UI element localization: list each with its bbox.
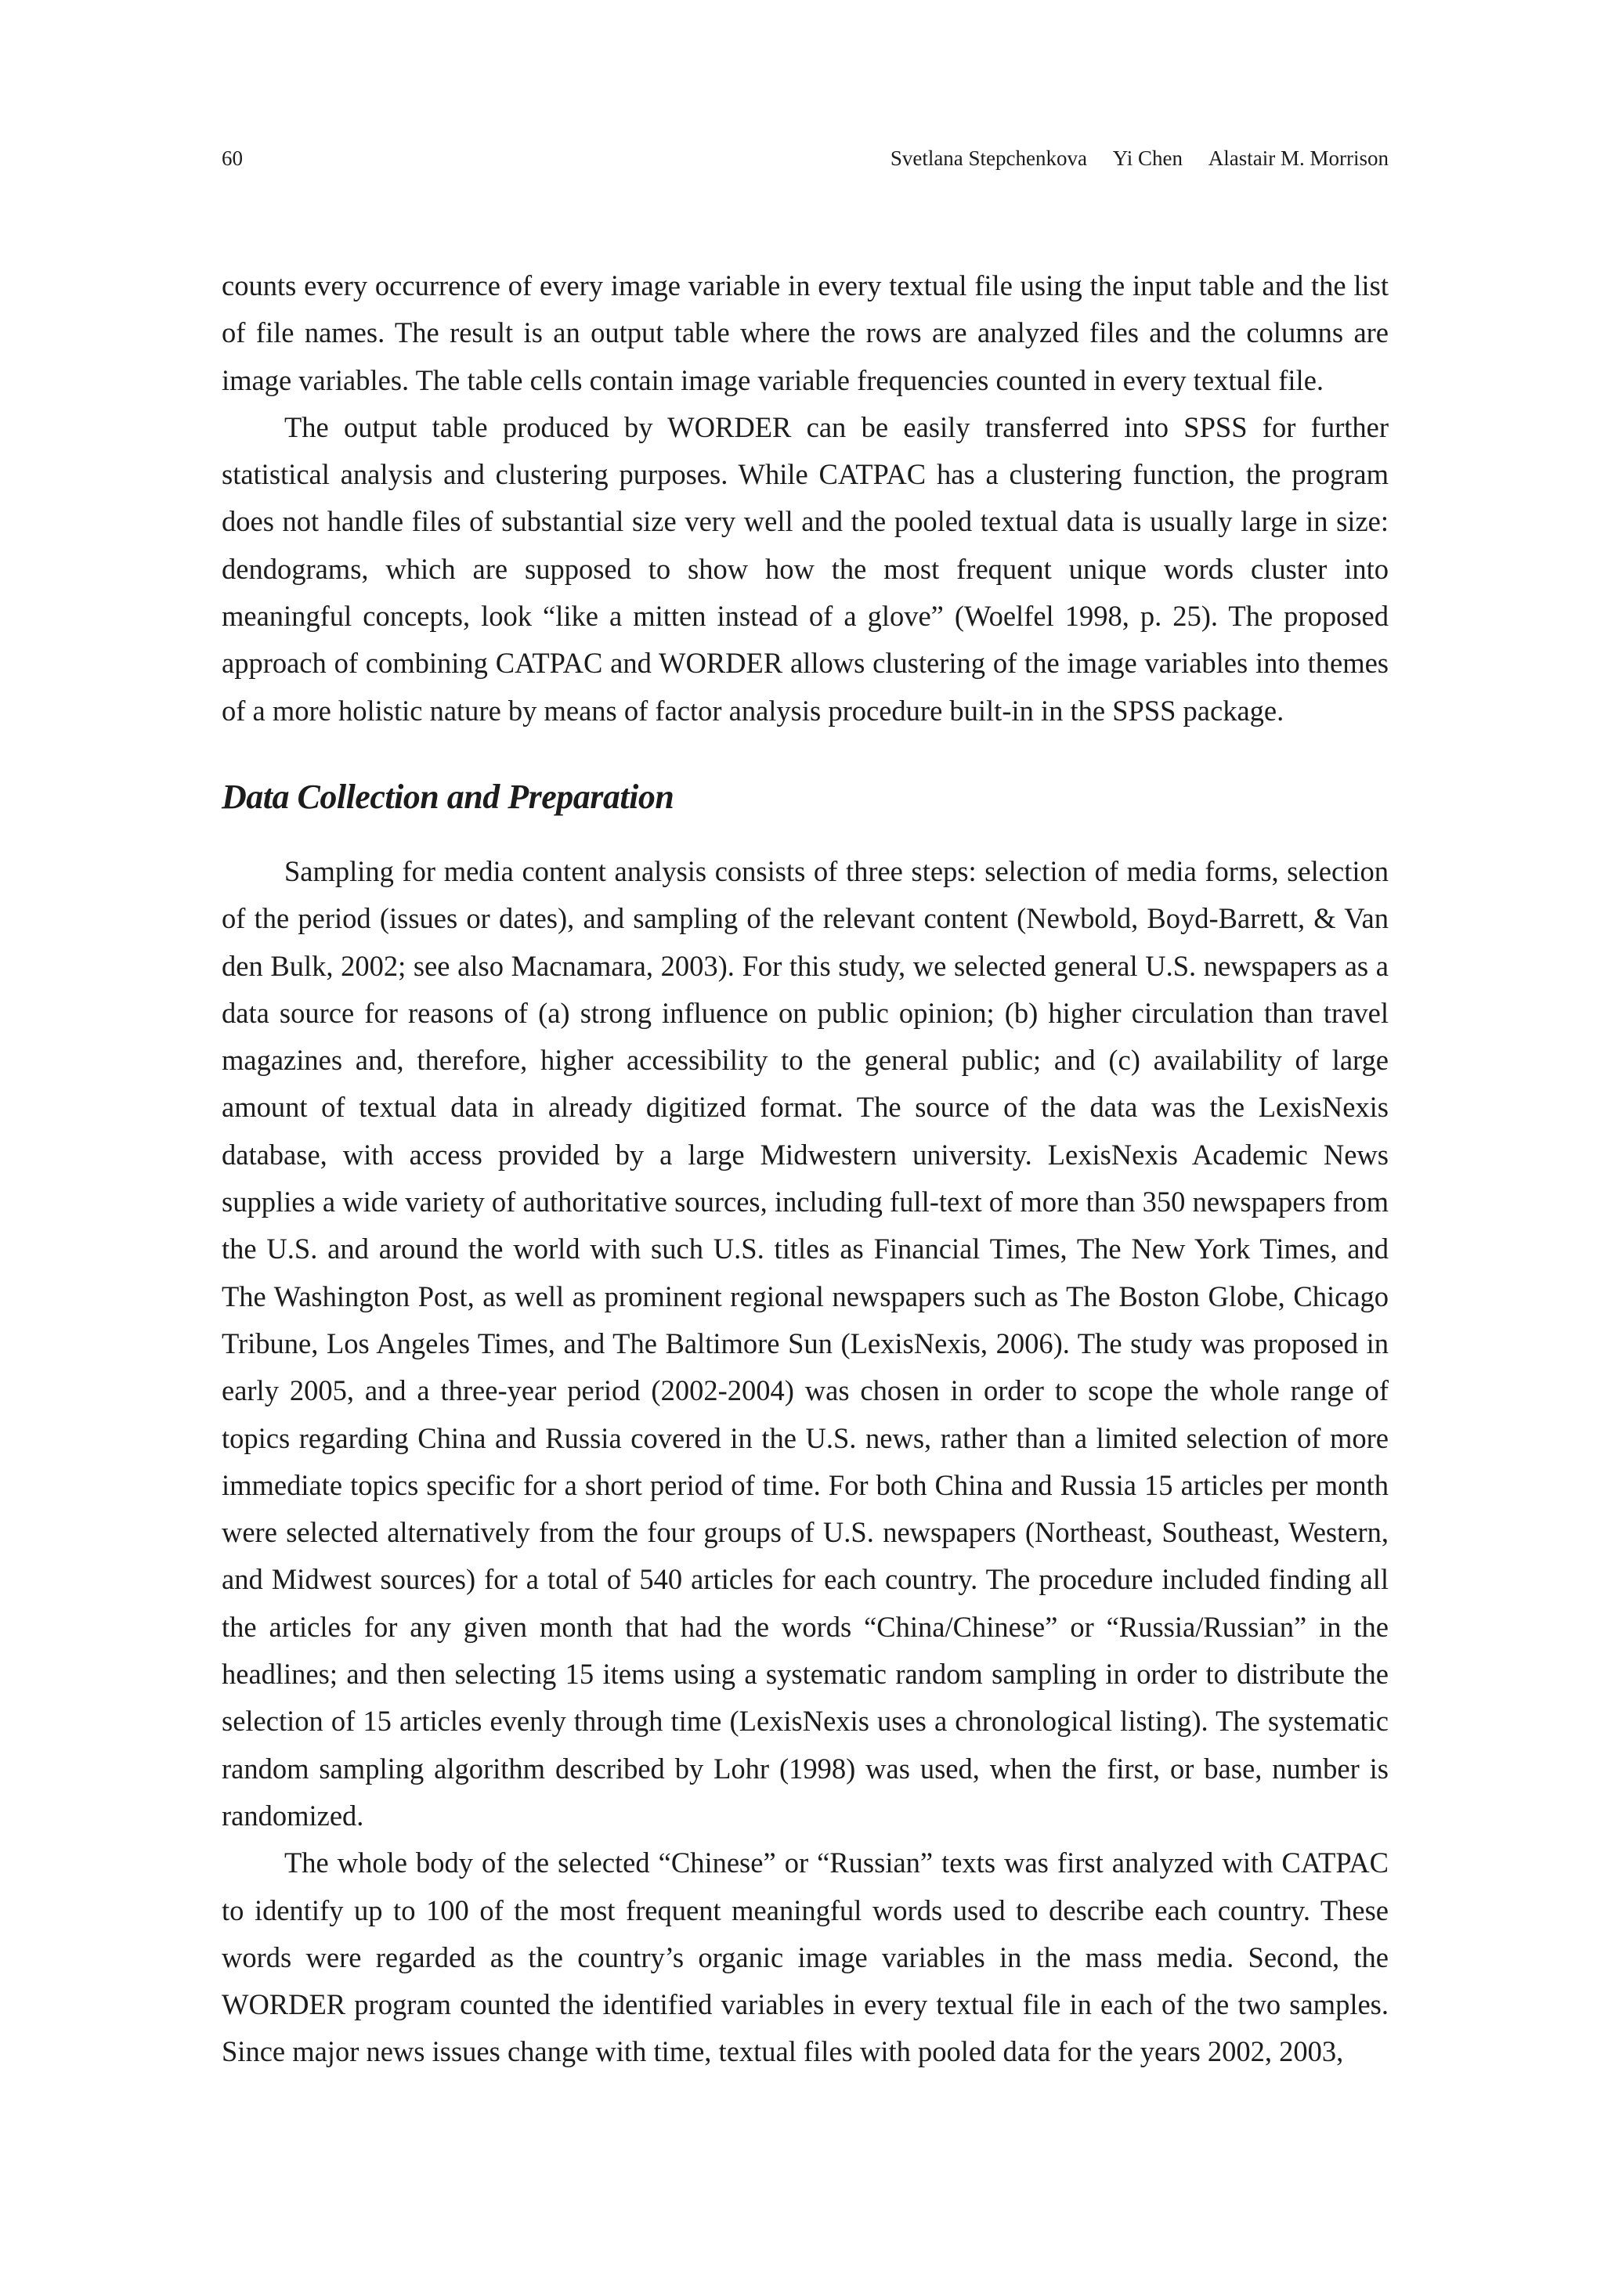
author-name: Alastair M. Morrison: [1208, 146, 1389, 170]
page-number: 60: [222, 146, 243, 170]
page-body: [222, 262, 1389, 2076]
body-paragraph: Sampling for media content analysis consists of three steps: selection of media forms, selection of the period (issues or dates), and sampling of the relevant content (Newbold, Boyd-Barrett, & Van den Bulk, 2002; see also Macnamara, 2003). For this study, we selected general U.S. newspapers as a data source for reasons of (a) strong influence on public opinion; (b) higher circulation than travel magazines and, therefore, higher accessibility to the general public; and (c) availability of large amount of textual data in already digitized format. The source of the data was the LexisNexis database, with access provided by a large Midwestern university. LexisNexis Academic News supplies a wide variety of authoritative sources, including full-text of more than 350 newspapers from the U.S. and around the world with such U.S. titles as Financial Times, The New York Times, and The Washington Post, as well as prominent regional newspapers such as The Boston Globe, Chicago Tribune, Los Angeles Times, and The Baltimore Sun (LexisNexis, 2006). The study was proposed in early 2005, and a three-year period (2002-2004) was chosen in order to scope the whole range of topics regarding China and Russia covered in the U.S. news, rather than a limited selection of more immediate topics specific for a short period of time. For both China and Russia 15 articles per month were selected alternatively from the four groups of U.S. newspapers (Northeast, Southeast, Western, and Midwest sources) for a total of 540 articles for each country. The procedure included finding all the articles for any given month that had the words “China/Chinese” or “Russia/Russian” in the headlines; and then selecting 15 items using a systematic random sampling in order to distribute the selection of 15 articles evenly through time (LexisNexis uses a chronological listing). The systematic random sampling algorithm described by Lohr (1998) was used, when the first, or base, number is randomized.: [222, 854, 1389, 1832]
body-paragraph: The output table produced by WORDER can be easily transferred into SPSS for further statistical analysis and clustering purposes. While CATPAC has a clustering function, the program does not handle files of substantial size very well and the pooled textual data is usually large in size: dendograms, which are supposed to show how the most frequent unique words cluster into meaningful concepts, look “like a mitten instead of a glove” (Woelfel 1998, p. 25). The proposed approach of combining CATPAC and WORDER allows clustering of the image variables into themes of a more holistic nature by means of factor analysis procedure built-in in the SPSS package.: [222, 410, 1389, 727]
body-paragraph: counts every occurrence of every image variable in every textual file using the input table and the list of file names. The result is an output table where the rows are analyzed files and the columns are image variables. The table cells contain image variable frequencies counted in every textual file.: [222, 269, 1389, 396]
author-name: Svetlana Stepchenkova: [890, 146, 1087, 170]
author-name: Yi Chen: [1112, 146, 1183, 170]
author-list: [870, 143, 1389, 174]
section-heading: Data Collection and Preparation: [222, 777, 674, 816]
body-paragraph: The whole body of the selected “Chinese” or “Russian” texts was first analyzed with CATPAC to identify up to 100 of the most frequent meaningful words used to describe each country. These words were regarded as the country’s organic image variables in the mass media. Second, the WORDER program counted the identified variables in every textual file in each of the two samples. Since major news issues change with time, textual files with pooled data for the years 2002, 2003,: [222, 1847, 1389, 2068]
running-head: [222, 143, 1389, 174]
